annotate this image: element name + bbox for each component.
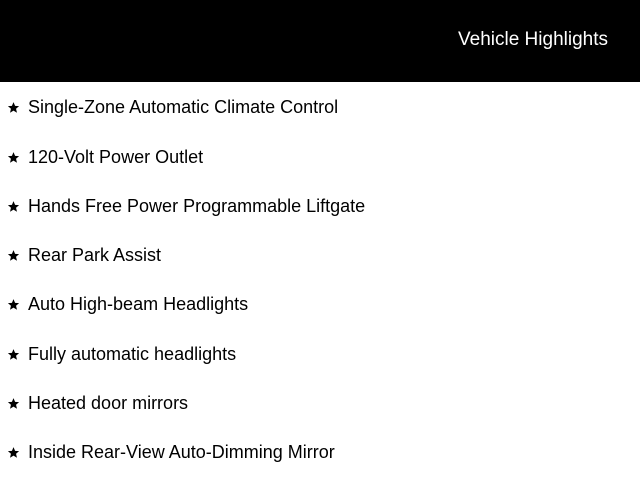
feature-label: Single-Zone Automatic Climate Control	[28, 97, 339, 117]
star-icon	[6, 199, 20, 213]
feature-label: Fully automatic headlights	[28, 344, 237, 364]
list-item	[0, 341, 640, 367]
star-icon	[6, 396, 20, 410]
feature-label: Heated door mirrors	[28, 393, 189, 413]
feature-label: Auto High-beam Headlights	[28, 294, 249, 314]
feature-label: Inside Rear-View Auto-Dimming Mirror	[28, 442, 335, 462]
star-icon	[6, 347, 20, 361]
list-item	[0, 144, 640, 170]
header-bar	[0, 0, 640, 82]
star-icon	[6, 150, 20, 164]
page-title: Vehicle Highlights	[458, 29, 608, 50]
feature-label: Rear Park Assist	[28, 245, 162, 265]
star-icon	[6, 445, 20, 459]
feature-label: 120-Volt Power Outlet	[28, 147, 204, 167]
list-item	[0, 242, 640, 268]
list-item	[0, 291, 640, 317]
star-icon	[6, 248, 20, 262]
list-item	[0, 193, 640, 219]
list-item	[0, 439, 640, 465]
list-item	[0, 390, 640, 416]
star-icon	[6, 297, 20, 311]
star-icon	[6, 100, 20, 114]
list-item	[0, 94, 640, 120]
feature-label: Hands Free Power Programmable Liftgate	[28, 196, 366, 216]
